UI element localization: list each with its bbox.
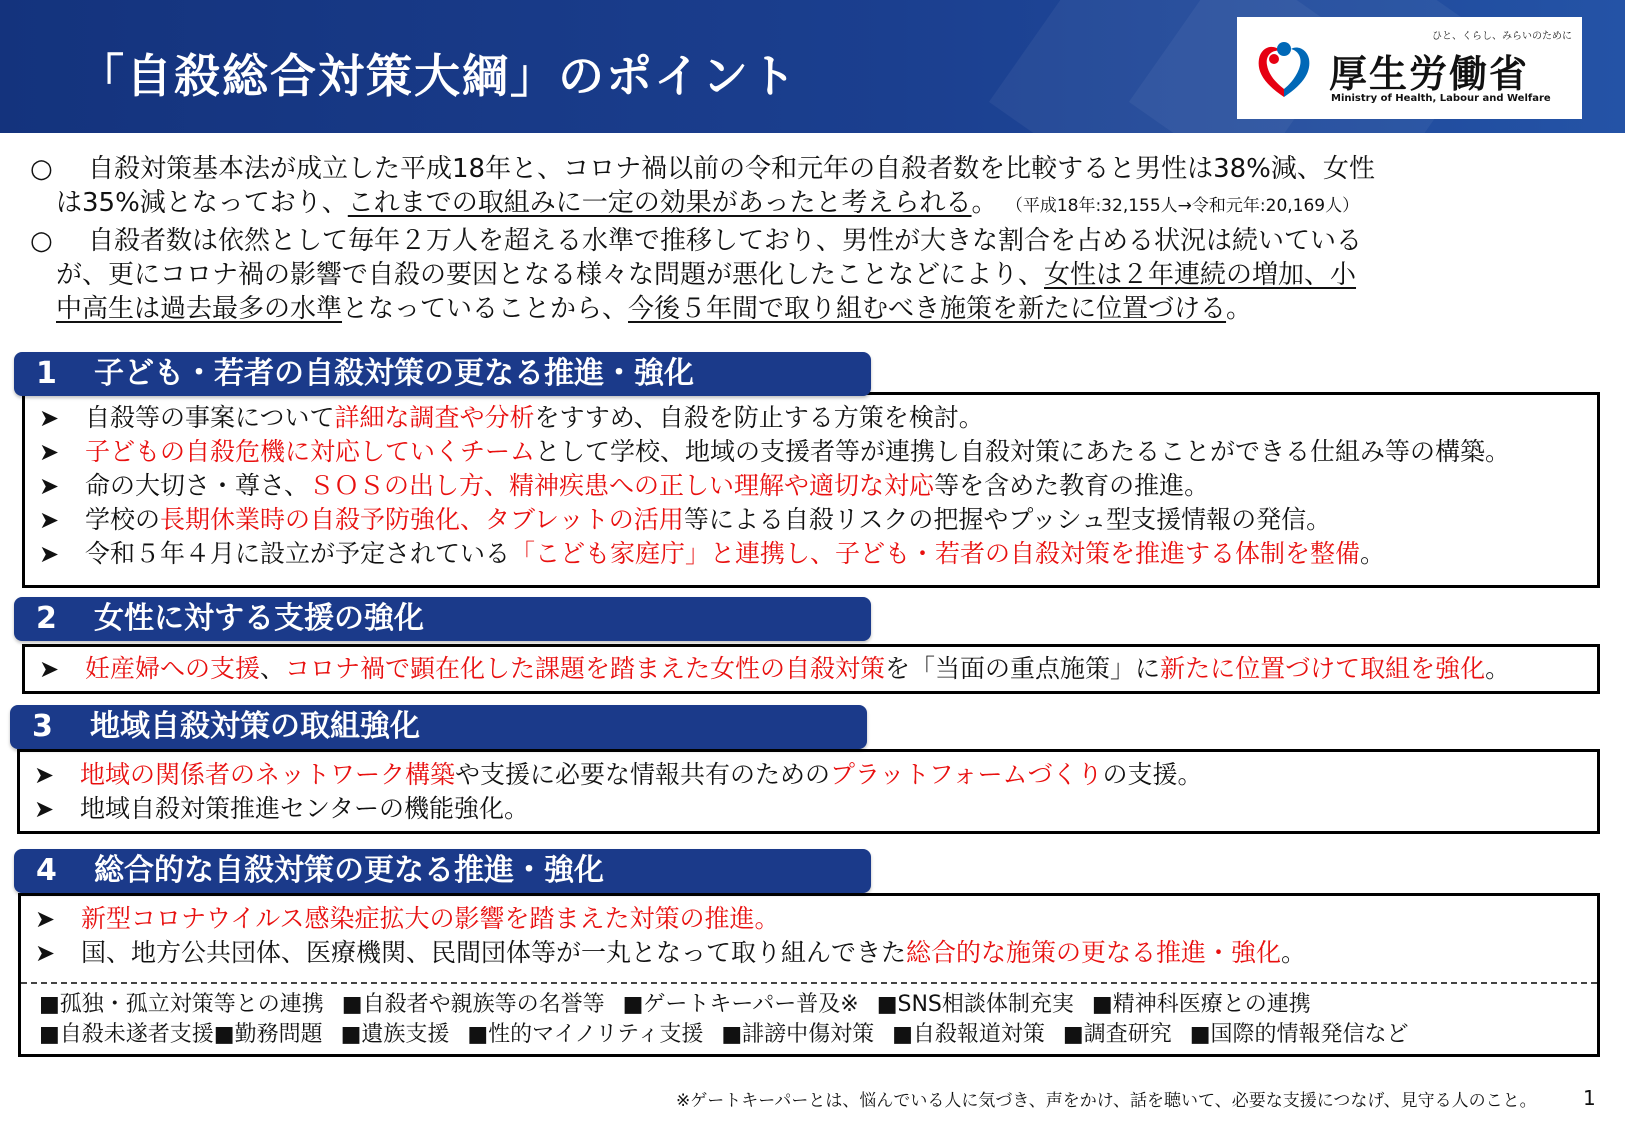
- list-item: [25, 401, 1597, 435]
- intro-text: 自殺対策基本法が成立した平成18年と、コロナ禍以前の令和元年の自殺者数を比較すると男性は38%減、女性: [88, 154, 1375, 184]
- arrow-icon: ➤: [39, 506, 60, 534]
- logo-tagline: ひと、くらし、みらいのために: [1432, 31, 1572, 42]
- dashed-divider: [21, 982, 1597, 984]
- list-item: [21, 902, 1597, 936]
- logo-english-name: Ministry of Health, Labour and Welfare: [1331, 93, 1551, 104]
- intro-note: （平成18年:32,155人→令和元年:20,169人）: [1005, 196, 1360, 216]
- list-item: [20, 758, 1597, 792]
- intro-underlined-text: 中高生は過去最多の水準: [56, 294, 343, 324]
- text-span: 国、地方公共団体、医療機関、民間団体等が一丸となって取り組んできた: [81, 938, 907, 967]
- text-span: 地域の関係者のネットワーク構築: [80, 760, 456, 789]
- text-span: 新型コロナウイルス感染症拡大の影響を踏まえた対策の推進。: [81, 904, 780, 933]
- text-span: 精神疾患への正しい理解や適切な対応: [509, 471, 935, 500]
- section-3-heading: [10, 705, 867, 749]
- text-span: 子ども・若者の自殺対策の更なる推進・強化: [94, 356, 694, 391]
- text-span: ■SNS相談体制充実: [876, 992, 1074, 1017]
- text-span: コロナ禍で顕在化した課題を踏まえた女性の自殺対策: [285, 654, 886, 683]
- arrow-icon: ➤: [34, 761, 55, 789]
- text-span: 1: [36, 356, 57, 391]
- text-span: ■国際的情報発信など: [1189, 1022, 1409, 1047]
- arrow-icon: ➤: [39, 655, 60, 683]
- intro-text: は35%減となっており、: [56, 188, 348, 218]
- text-span: 4: [36, 853, 57, 888]
- text-span: ■自殺報道対策: [892, 1022, 1045, 1047]
- text-span: をすすめ、自殺を防止する方策を検討。: [534, 403, 984, 432]
- arrow-icon: ➤: [35, 905, 56, 933]
- section-2-box: [22, 644, 1600, 694]
- text-span: 。: [1485, 654, 1511, 683]
- list-item: [25, 469, 1597, 503]
- list-item: [21, 936, 1597, 970]
- text-span: 子どもの自殺危機に対応していくチーム: [85, 437, 536, 466]
- text-span: 学校の: [85, 505, 161, 534]
- bullet-circle: ○: [30, 154, 53, 184]
- text-span: ■自殺者や親族等の名誉等: [341, 992, 605, 1017]
- text-span: 自殺等の事案について: [85, 403, 335, 432]
- text-span: ■性的マイノリティ支援: [467, 1022, 704, 1047]
- text-span: 等を含めた教育の推進。: [934, 471, 1210, 500]
- text-span: ■孤独・孤立対策等との連携: [39, 992, 324, 1017]
- text-span: 長期休業時の自殺予防強化: [160, 505, 461, 534]
- text-span: 総合的な施策の更なる推進・強化: [906, 938, 1282, 967]
- list-item: [25, 652, 1597, 686]
- text-span: プラットフォームづくり: [830, 760, 1103, 789]
- text-span: 、: [484, 471, 510, 500]
- text-span: タブレットの活用: [485, 505, 684, 534]
- text-span: 令和５年４月に設立が予定されている: [85, 539, 511, 568]
- text-span: 。: [1281, 938, 1307, 967]
- header-banner: [0, 0, 1625, 133]
- footnote: ※ゲートキーパーとは、悩んでいる人に気づき、声をかけ、話を聴いて、必要な支援につなげ、見守る人のこと。: [676, 1091, 1537, 1111]
- text-span: 地域自殺対策の取組強化: [90, 709, 420, 744]
- text-span: ■調査研究: [1062, 1022, 1172, 1047]
- text-span: 等による自殺リスクの把握やプッシュ型支援情報の発信。: [683, 505, 1332, 534]
- intro-text: 。: [1226, 294, 1253, 324]
- list-item: [25, 503, 1597, 537]
- tag-row: [21, 1020, 1597, 1050]
- arrow-icon: ➤: [34, 795, 55, 823]
- text-span: 、: [460, 505, 486, 534]
- text-span: ■誹謗中傷対策: [721, 1022, 875, 1047]
- text-span: 詳細な調査や分析: [334, 403, 535, 432]
- list-item: [25, 435, 1597, 469]
- text-span: を「当面の重点施策」に: [885, 654, 1161, 683]
- section-4-box: [18, 893, 1600, 1057]
- text-span: ■遺族支援: [340, 1022, 450, 1047]
- section-3-box: [17, 749, 1600, 834]
- text-span: 地域自殺対策推進センターの機能強化。: [80, 794, 530, 823]
- intro-text: となっていることから、: [342, 294, 629, 324]
- text-span: 女性に対する支援の強化: [94, 601, 424, 636]
- intro-text: 。: [971, 188, 998, 218]
- list-item: [25, 537, 1597, 571]
- text-span: 命の大切さ・尊さ、: [85, 471, 310, 500]
- text-span: 2: [36, 601, 57, 636]
- bullet-circle: ○: [30, 226, 53, 256]
- text-span: 、: [260, 654, 286, 683]
- text-span: ■ゲートキーパー普及※: [622, 992, 859, 1017]
- intro-text: が、更にコロナ禍の影響で自殺の要因となる様々な問題が悪化したことなどにより、: [56, 260, 1045, 290]
- text-span: 。: [1360, 539, 1386, 568]
- text-span: 「こども家庭庁」と連携し、子ども・若者の自殺対策を推進する体制を整備: [510, 539, 1361, 568]
- intro-paragraph-1: [30, 152, 1595, 223]
- text-span: 新たに位置づけて取組を強化: [1160, 654, 1486, 683]
- arrow-icon: ➤: [39, 438, 60, 466]
- mhlw-emblem-icon: [1253, 35, 1315, 105]
- text-span: ■自殺未遂者支援■勤務問題: [39, 1022, 323, 1047]
- arrow-icon: ➤: [39, 540, 60, 568]
- intro-underlined-text: これまでの取組みに一定の効果があったと考えられる: [347, 188, 972, 218]
- tag-row: [21, 990, 1597, 1020]
- arrow-icon: ➤: [39, 472, 60, 500]
- section-2-heading: [14, 597, 871, 641]
- text-span: として学校、地域の支援者等が連携し自殺対策にあたることができる仕組み等の構築。: [535, 437, 1511, 466]
- mhlw-logo: [1237, 17, 1582, 119]
- text-span: 妊産婦への支援: [85, 654, 261, 683]
- arrow-icon: ➤: [35, 939, 56, 967]
- intro-paragraph-2: [30, 224, 1595, 326]
- page-title: 「自殺総合対策大綱」のポイント: [78, 49, 798, 103]
- arrow-icon: ➤: [39, 404, 60, 432]
- text-span: の支援。: [1102, 760, 1203, 789]
- section-1-heading: [14, 352, 871, 396]
- text-span: や支援に必要な情報共有のための: [455, 760, 831, 789]
- intro-text: 自殺者数は依然として毎年２万人を超える水準で推移しており、男性が大きな割合を占める状況は続いている: [88, 226, 1363, 256]
- intro-underlined-text: 女性は２年連続の増加、小: [1044, 260, 1357, 290]
- logo-name: 厚生労働省: [1329, 52, 1530, 96]
- text-span: 3: [32, 709, 53, 744]
- section-4-heading: [14, 849, 871, 893]
- intro-underlined-text: 今後５年間で取り組むべき施策を新たに位置づける: [628, 294, 1227, 324]
- text-span: 総合的な自殺対策の更なる推進・強化: [94, 853, 604, 888]
- text-span: ＳＯＳの出し方: [309, 471, 485, 500]
- page-number: 1: [1583, 1086, 1596, 1110]
- list-item: [20, 792, 1597, 826]
- text-span: ■精神科医療との連携: [1091, 992, 1311, 1017]
- section-1-box: [22, 392, 1600, 588]
